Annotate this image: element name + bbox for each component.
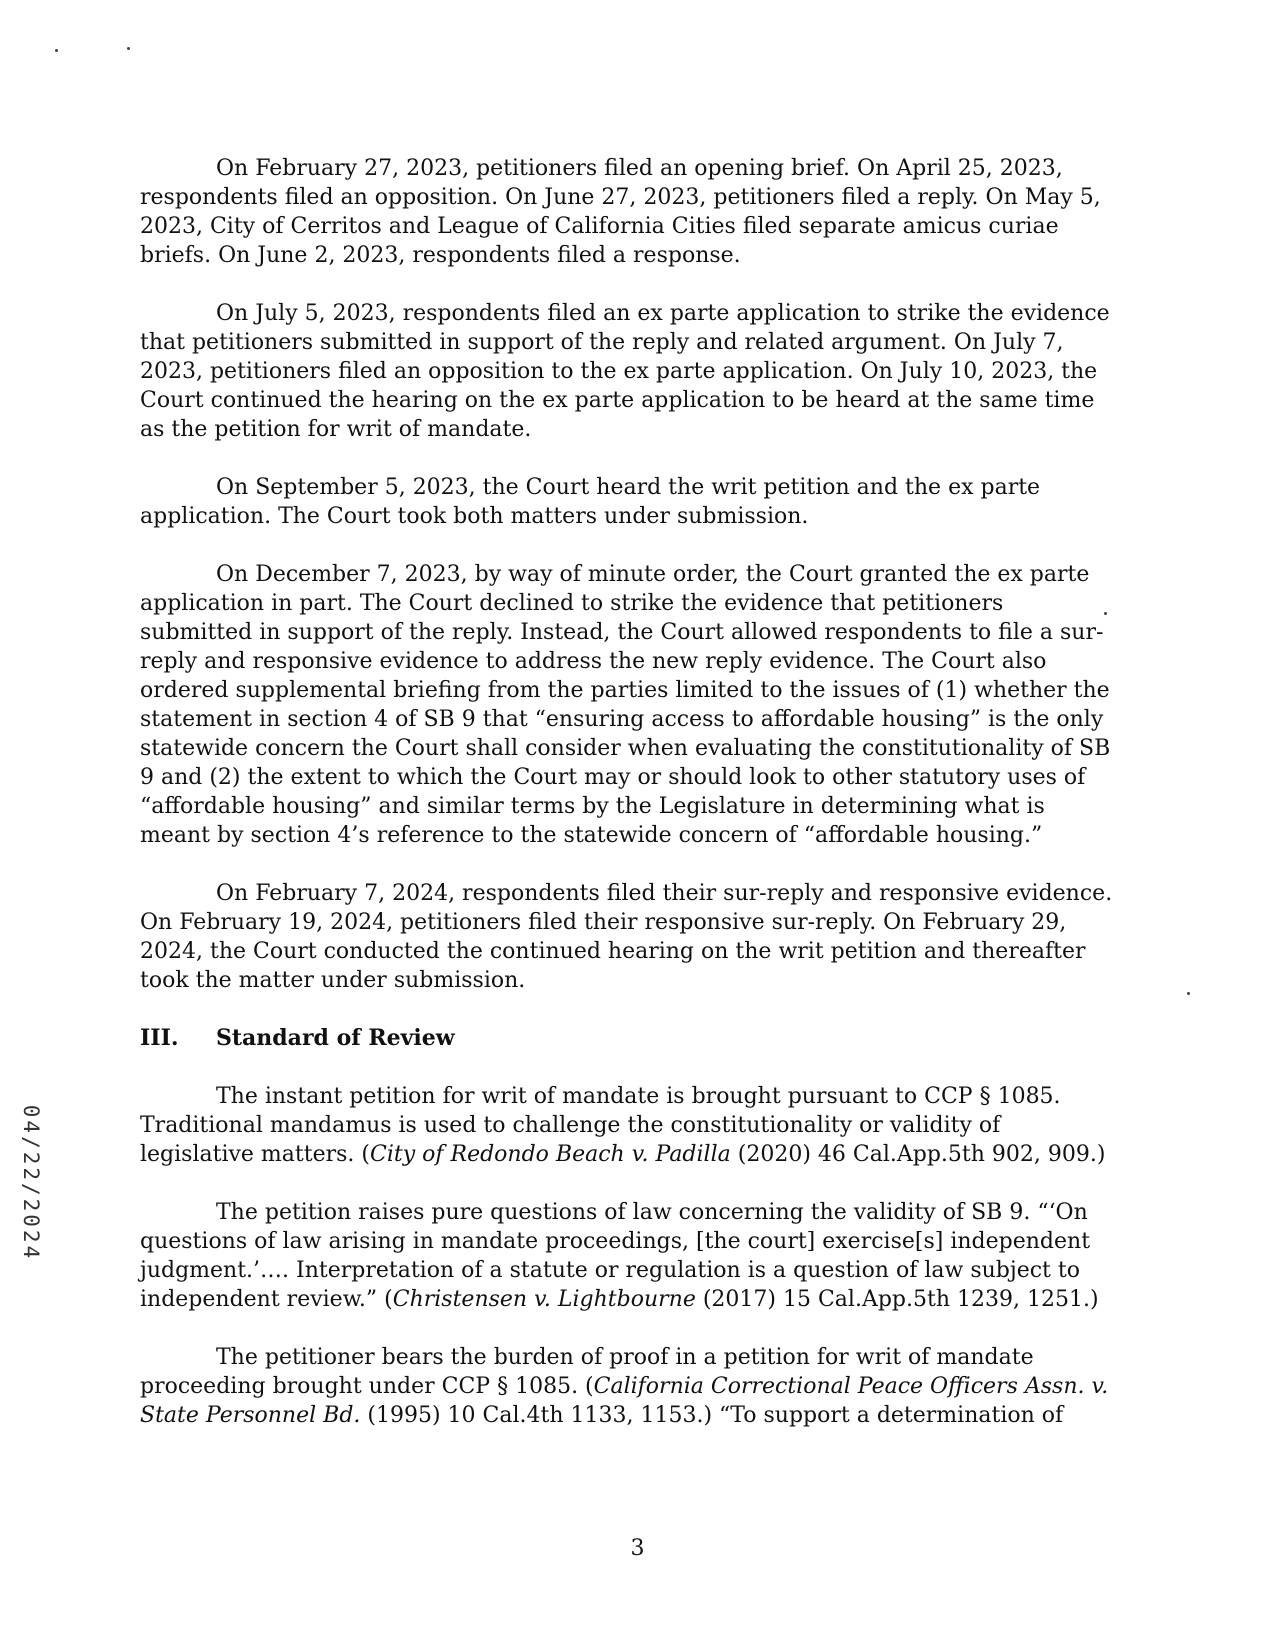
text-run: (2017) 15 Cal.App.5th 1239, 1251.) xyxy=(695,1287,1099,1312)
paragraph-mandamus xyxy=(140,1082,1120,1169)
scan-speck xyxy=(127,47,130,50)
document-body xyxy=(140,154,1120,1459)
filing-date-stamp: 04/22/2024 xyxy=(19,1104,43,1262)
paragraph-ex-parte-application: On July 5, 2023, respondents filed an ex parte application to strike the evidence that petitioners submitted in support of the reply and related argument. On July 7, 2023, petitioners filed an opposition to the ex parte application. On July 10, 2023, the Court continued the hearing on the ex parte application to be heard at the same time as the petition for writ of mandate. xyxy=(140,301,1110,442)
text-run: The petition raises pure questions of law concerning the validity of SB 9. “‘On questions of law arising in mandate proceedings, [the court] exercise[s] independent judgment.’…. Interpretation of a statute or regulation is a question of law subject to independent review.” ( xyxy=(140,1200,1091,1312)
text-run: (2020) 46 Cal.App.5th 902, 909.) xyxy=(730,1142,1106,1167)
text-run: (1995) 10 Cal.4th 1133, 1153.) “To support a determination of xyxy=(360,1403,1064,1428)
case-citation: Christensen v. Lightbourne xyxy=(392,1287,696,1312)
section-title: Standard of Review xyxy=(216,1025,455,1051)
case-citation: City of Redondo Beach v. Padilla xyxy=(370,1142,731,1167)
scan-speck xyxy=(55,49,58,52)
page-number: 3 xyxy=(630,1536,645,1561)
paragraph-questions-of-law xyxy=(140,1198,1120,1314)
paragraph-briefing: On February 27, 2023, petitioners filed an opening brief. On April 25, 2023, respondents filed an opposition. On June 27, 2023, petitioners filed a reply. On May 5, 2023, City of Cerritos and League of California Cities filed separate amicus curiae briefs. On June 2, 2023, respondents filed a response. xyxy=(140,156,1101,268)
paragraph-minute-order: On December 7, 2023, by way of minute order, the Court granted the ex parte application in part. The Court declined to strike the evidence that petitioners submitted in support of the reply. Instead, the Court allowed respondents to file a sur-reply and responsive evidence to address the new reply evidence. The Court also ordered supplemental briefing from the parties limited to the issues of (1) whether the statement in section 4 of SB 9 that “ensuring access to affordable housing” is the only statewide concern the Court shall consider when evaluating the constitutionality of SB 9 and (2) the extent to which the Court may or should look to other statutory uses of “affordable housing” and similar terms by the Legislature in determining what is meant by section 4’s reference to the statewide concern of “affordable housing.” xyxy=(140,562,1111,848)
text-run: The instant petition for writ of mandate is brought pursuant to CCP § 1085. Traditional mandamus is used to challenge the constitutionality or validity of legislative matters. ( xyxy=(140,1084,1061,1167)
case-citation: California Correctional Peace Officers Assn. v. State Personnel Bd. xyxy=(140,1374,1109,1428)
text-run: The petitioner bears the burden of proof in a petition for writ of mandate proceeding brought under CCP § 1085. ( xyxy=(140,1345,1034,1399)
paragraph-september-hearing: On September 5, 2023, the Court heard the writ petition and the ex parte application. The Court took both matters under submission. xyxy=(140,475,1041,529)
paragraph-burden-of-proof xyxy=(140,1343,1120,1430)
scan-speck xyxy=(1187,992,1190,995)
paragraph-sur-reply: On February 7, 2024, respondents filed their sur-reply and responsive evidence. On February 19, 2024, petitioners filed their responsive sur-reply. On February 29, 2024, the Court conducted the continued hearing on the writ petition and thereafter took the matter under submission. xyxy=(140,881,1113,993)
section-number: III. xyxy=(140,1025,179,1051)
section-heading xyxy=(140,1024,1120,1053)
